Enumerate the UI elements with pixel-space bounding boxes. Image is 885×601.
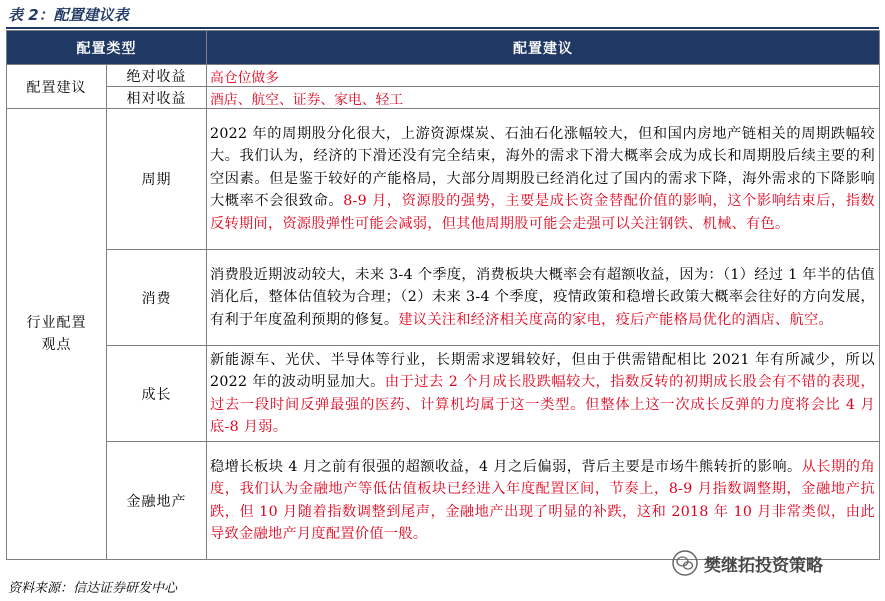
caption-rule	[6, 27, 879, 29]
consumer-text-red: 建议关注和经济相关度高的家电，疫后产能格局优化的酒店、航空。	[398, 311, 833, 328]
allocation-table	[6, 30, 880, 560]
relative-value: 酒店、航空、证券、家电、轻工	[207, 87, 880, 109]
consumer-text-black: 消费股近期波动较大，未来 3-4 个季度，消费板块大概率会有超额收益，因为：（1）经过 1 年半的估值消化后，整体估值较为合理；（2）未来 3-4 个季度，疫情政策和稳增长政策大概率会往好的方向发展，有利于年度盈利预期的修复。	[210, 266, 875, 328]
row-consumer	[7, 250, 880, 346]
row-absolute	[7, 65, 880, 87]
consumer-text	[207, 250, 880, 346]
watermark-text: 樊继拓投资策略	[704, 555, 823, 576]
row-finance	[7, 442, 880, 560]
finance-text-red: 从长期的角度，我们认为金融地产等低估值板块已经进入年度配置区间，节奏上，8-9 月指数调整期，金融地产抗跌，但 10 月随着指数调整到尾声，金融地产出现了明显的补跌，这和 2018 年 10 月非常类似，由此导致金融地产月度配置价值一般。	[210, 458, 875, 542]
cyclical-text-black: 2022 年的周期股分化很大，上游资源煤炭、石油石化涨幅较大，但和国内房地产链相关的周期跌幅较大。我们认为，经济的下滑还没有完全结束，海外的需求下滑大概率会成为成长和周期股后续主要的利空因素。但是鉴于较好的产能格局，大部分周期股已经消化过了国内的需求下降，海外需求的下降影响大概率不会很致命。	[210, 125, 875, 210]
finance-text-black: 稳增长板块 4 月之前有很强的超额收益，4 月之后偏弱，背后主要是市场牛熊转折的影响。	[210, 458, 802, 475]
cyclical-text-red: 8-9 月，资源股的强势，主要是成长资金替配价值的影响，这个影响结束后，指数反转期间，资源股弹性可能会减弱，但其他周期股可能会走强可以关注钢铁、机械、有色。	[210, 193, 876, 232]
wechat-icon	[672, 550, 698, 576]
header-row	[7, 31, 880, 65]
cyclical-text	[207, 109, 880, 250]
growth-label: 成长	[107, 346, 207, 442]
section-label-allocation: 配置建议	[7, 65, 107, 109]
finance-label: 金融地产	[107, 442, 207, 560]
source-note: 资料来源：信达证券研发中心	[8, 581, 178, 596]
row-growth	[7, 346, 880, 442]
header-type: 配置类型	[7, 31, 207, 65]
absolute-label: 绝对收益	[107, 65, 207, 87]
row-relative	[7, 87, 880, 109]
cyclical-label: 周期	[107, 109, 207, 250]
section-label-industry: 行业配置观点	[7, 109, 107, 560]
wechat-watermark	[672, 549, 823, 577]
growth-text-black: 新能源车、光伏、半导体等行业，长期需求逻辑较好，但由于供需错配相比 2021 年有所减少，所以 2022 年的波动明显加大。	[210, 351, 875, 390]
absolute-value: 高仓位做多	[207, 65, 880, 87]
table-caption: 表 2：配置建议表	[8, 6, 129, 24]
relative-label: 相对收益	[107, 87, 207, 109]
row-cyclical	[7, 109, 880, 250]
growth-text-red: 由于过去 2 个月成长股跌幅较大，指数反转的初期成长股会有不错的表现，过去一段时间反弹最强的医药、计算机均属于这一类型。但整体上这一次成长反弹的力度将会比 4 月底-8 月弱。	[210, 374, 875, 435]
header-advice: 配置建议	[207, 31, 880, 65]
growth-text	[207, 346, 880, 442]
finance-text	[207, 442, 880, 560]
consumer-label: 消费	[107, 250, 207, 346]
